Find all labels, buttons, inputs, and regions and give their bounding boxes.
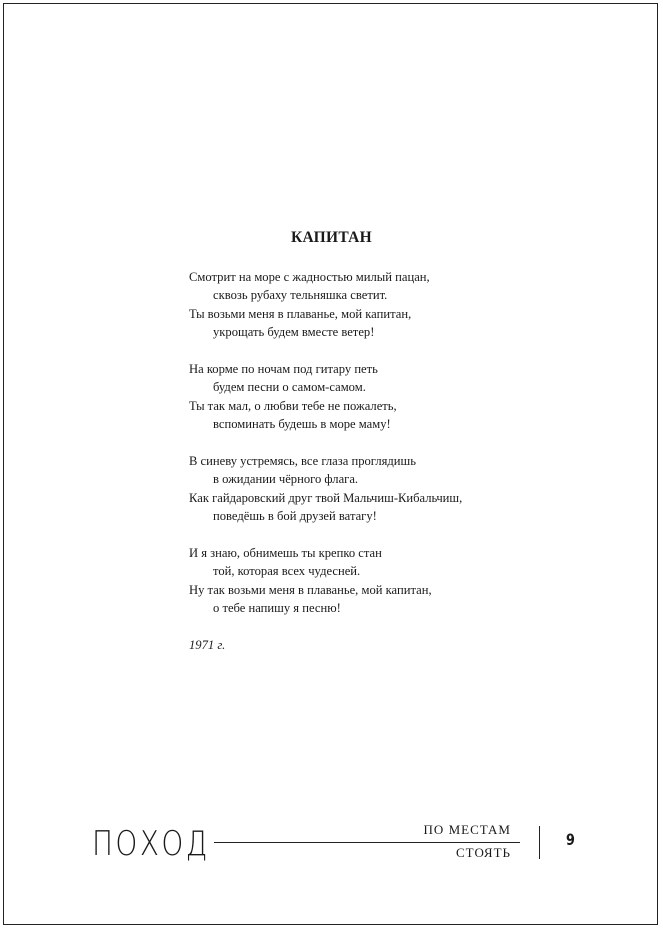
poem-line: Смотрит на море с жадностью милый пацан, [189,270,430,284]
poem-line: В синеву устремясь, все глаза проглядишь [189,454,416,469]
footer-logo: ПОХОД [92,824,210,864]
footer-section-title-top: ПО МЕСТАМ [423,822,511,837]
stanza-3 [189,452,589,526]
poem-line: будем песни о самом-самом. [213,380,366,395]
poem-title: КАПИТАН [290,229,373,246]
poem-line: поведёшь в бой друзей ватагу! [213,509,377,524]
poem-line: Ты так мал, о любви тебе не пожалеть, [189,398,397,413]
poem-line: о тебе напишу я песню! [213,601,341,616]
stanza-4 [189,544,589,618]
footer-rule [214,842,520,843]
page-number: 9 [566,830,575,849]
poem-body [189,268,589,654]
footer-section-title-bottom: СТОЯТЬ [456,845,511,860]
poem-line: Ну так возьми меня в плаванье, мой капитан, [189,582,432,597]
poem-line: сквозь рубаху тельняшка светит. [213,288,388,303]
poem-line: Ты возьми меня в плаванье, мой капитан, [189,306,412,321]
stanza-1 [189,268,589,342]
poem-line: На корме по ночам под гитару петь [189,362,378,377]
poem-line: И я знаю, обнимешь ты крепко стан [189,546,382,561]
poem-line: той, которая всех чудесней. [213,564,361,579]
footer-divider [539,826,540,859]
poem-line: Как гайдаровский друг твой Мальчиш-Кибальчиш, [189,490,463,505]
stanza-2 [189,360,589,434]
poem-line: укрощать будем вместе ветер! [213,325,375,340]
poem-line: вспоминать будешь в море маму! [213,417,391,432]
poem-line: в ожидании чёрного флага. [213,472,359,487]
poem-date: 1971 г. [189,638,226,653]
